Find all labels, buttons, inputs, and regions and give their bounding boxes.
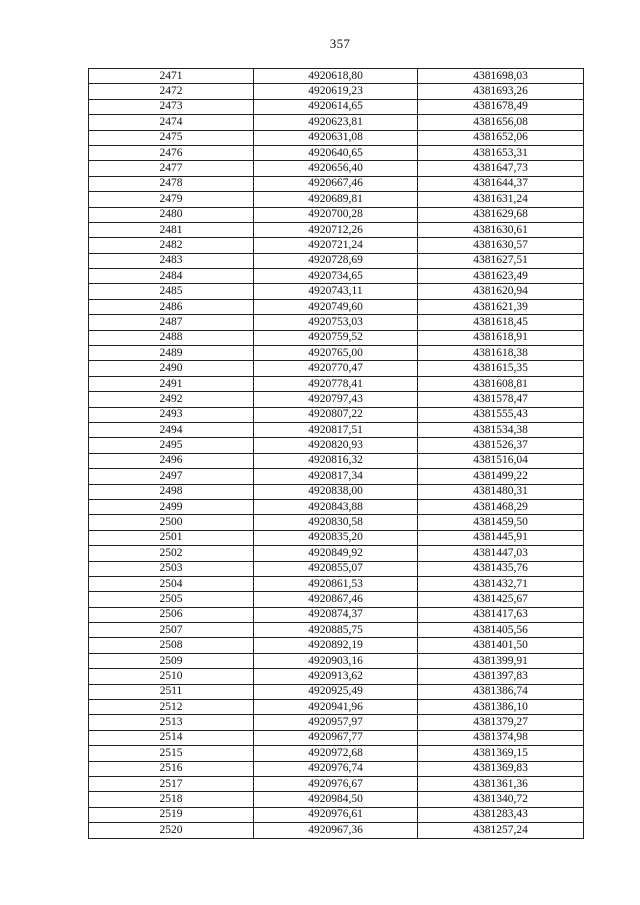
y-coordinate-cell: 4381647,73: [418, 161, 584, 176]
table-row: [89, 145, 584, 160]
y-coordinate-cell: 4381432,71: [418, 576, 584, 591]
table-row: [89, 115, 584, 130]
x-coordinate-cell: 4920972,68: [254, 746, 418, 761]
table-row: [89, 84, 584, 99]
table-row: [89, 607, 584, 622]
table-row: [89, 530, 584, 545]
table-row: [89, 438, 584, 453]
y-coordinate-cell: 4381386,10: [418, 700, 584, 715]
y-coordinate-cell: 4381578,47: [418, 392, 584, 407]
x-coordinate-cell: 4920820,93: [254, 438, 418, 453]
point-number-cell: 2514: [89, 730, 254, 745]
y-coordinate-cell: 4381369,83: [418, 761, 584, 776]
point-number-cell: 2480: [89, 207, 254, 222]
point-number-cell: 2510: [89, 669, 254, 684]
coordinates-table: [88, 68, 584, 839]
y-coordinate-cell: 4381621,39: [418, 299, 584, 314]
y-coordinate-cell: 4381618,91: [418, 330, 584, 345]
y-coordinate-cell: 4381401,50: [418, 638, 584, 653]
x-coordinate-cell: 4920656,40: [254, 161, 418, 176]
x-coordinate-cell: 4920976,67: [254, 776, 418, 791]
table-row: [89, 715, 584, 730]
table-row: [89, 422, 584, 437]
x-coordinate-cell: 4920817,51: [254, 422, 418, 437]
table-row: [89, 392, 584, 407]
table-row: [89, 269, 584, 284]
x-coordinate-cell: 4920941,96: [254, 700, 418, 715]
x-coordinate-cell: 4920903,16: [254, 653, 418, 668]
table-row: [89, 361, 584, 376]
x-coordinate-cell: 4920749,60: [254, 299, 418, 314]
table-row: [89, 823, 584, 838]
table-row: [89, 576, 584, 591]
x-coordinate-cell: 4920838,00: [254, 484, 418, 499]
point-number-cell: 2508: [89, 638, 254, 653]
x-coordinate-cell: 4920778,41: [254, 376, 418, 391]
table-row: [89, 130, 584, 145]
point-number-cell: 2484: [89, 269, 254, 284]
y-coordinate-cell: 4381678,49: [418, 99, 584, 114]
table-row: [89, 746, 584, 761]
x-coordinate-cell: 4920759,52: [254, 330, 418, 345]
y-coordinate-cell: 4381534,38: [418, 422, 584, 437]
point-number-cell: 2487: [89, 315, 254, 330]
x-coordinate-cell: 4920843,88: [254, 499, 418, 514]
table-row: [89, 330, 584, 345]
x-coordinate-cell: 4920976,61: [254, 807, 418, 822]
y-coordinate-cell: 4381698,03: [418, 69, 584, 84]
x-coordinate-cell: 4920770,47: [254, 361, 418, 376]
y-coordinate-cell: 4381629,68: [418, 207, 584, 222]
point-number-cell: 2506: [89, 607, 254, 622]
x-coordinate-cell: 4920957,97: [254, 715, 418, 730]
y-coordinate-cell: 4381379,27: [418, 715, 584, 730]
table-row: [89, 484, 584, 499]
x-coordinate-cell: 4920874,37: [254, 607, 418, 622]
point-number-cell: 2509: [89, 653, 254, 668]
x-coordinate-cell: 4920830,58: [254, 515, 418, 530]
point-number-cell: 2479: [89, 192, 254, 207]
y-coordinate-cell: 4381631,24: [418, 192, 584, 207]
y-coordinate-cell: 4381445,91: [418, 530, 584, 545]
y-coordinate-cell: 4381618,38: [418, 346, 584, 361]
x-coordinate-cell: 4920984,50: [254, 792, 418, 807]
table-row: [89, 515, 584, 530]
point-number-cell: 2491: [89, 376, 254, 391]
table-row: [89, 761, 584, 776]
y-coordinate-cell: 4381480,31: [418, 484, 584, 499]
y-coordinate-cell: 4381399,91: [418, 653, 584, 668]
page-number: 357: [329, 36, 351, 51]
y-coordinate-cell: 4381374,98: [418, 730, 584, 745]
y-coordinate-cell: 4381693,26: [418, 84, 584, 99]
point-number-cell: 2518: [89, 792, 254, 807]
y-coordinate-cell: 4381283,43: [418, 807, 584, 822]
table-row: [89, 315, 584, 330]
point-number-cell: 2499: [89, 499, 254, 514]
table-row: [89, 192, 584, 207]
point-number-cell: 2475: [89, 130, 254, 145]
point-number-cell: 2500: [89, 515, 254, 530]
point-number-cell: 2492: [89, 392, 254, 407]
y-coordinate-cell: 4381526,37: [418, 438, 584, 453]
point-number-cell: 2501: [89, 530, 254, 545]
table-row: [89, 222, 584, 237]
x-coordinate-cell: 4920721,24: [254, 238, 418, 253]
point-number-cell: 2517: [89, 776, 254, 791]
y-coordinate-cell: 4381644,37: [418, 176, 584, 191]
table-row: [89, 807, 584, 822]
point-number-cell: 2515: [89, 746, 254, 761]
table-row: [89, 207, 584, 222]
point-number-cell: 2504: [89, 576, 254, 591]
point-number-cell: 2497: [89, 469, 254, 484]
y-coordinate-cell: 4381620,94: [418, 284, 584, 299]
y-coordinate-cell: 4381397,83: [418, 669, 584, 684]
y-coordinate-cell: 4381653,31: [418, 145, 584, 160]
table-row: [89, 238, 584, 253]
y-coordinate-cell: 4381459,50: [418, 515, 584, 530]
table-row: [89, 453, 584, 468]
y-coordinate-cell: 4381361,36: [418, 776, 584, 791]
y-coordinate-cell: 4381369,15: [418, 746, 584, 761]
point-number-cell: 2474: [89, 115, 254, 130]
x-coordinate-cell: 4920614,65: [254, 99, 418, 114]
x-coordinate-cell: 4920849,92: [254, 546, 418, 561]
point-number-cell: 2495: [89, 438, 254, 453]
x-coordinate-cell: 4920885,75: [254, 623, 418, 638]
x-coordinate-cell: 4920816,32: [254, 453, 418, 468]
point-number-cell: 2473: [89, 99, 254, 114]
table-row: [89, 499, 584, 514]
x-coordinate-cell: 4920967,36: [254, 823, 418, 838]
y-coordinate-cell: 4381627,51: [418, 253, 584, 268]
x-coordinate-cell: 4920728,69: [254, 253, 418, 268]
x-coordinate-cell: 4920861,53: [254, 576, 418, 591]
x-coordinate-cell: 4920753,03: [254, 315, 418, 330]
point-number-cell: 2505: [89, 592, 254, 607]
point-number-cell: 2519: [89, 807, 254, 822]
y-coordinate-cell: 4381386,74: [418, 684, 584, 699]
x-coordinate-cell: 4920743,11: [254, 284, 418, 299]
x-coordinate-cell: 4920640,65: [254, 145, 418, 160]
table-row: [89, 299, 584, 314]
y-coordinate-cell: 4381425,67: [418, 592, 584, 607]
table-row: [89, 684, 584, 699]
point-number-cell: 2489: [89, 346, 254, 361]
table-row: [89, 776, 584, 791]
x-coordinate-cell: 4920835,20: [254, 530, 418, 545]
point-number-cell: 2516: [89, 761, 254, 776]
x-coordinate-cell: 4920619,23: [254, 84, 418, 99]
point-number-cell: 2520: [89, 823, 254, 838]
point-number-cell: 2483: [89, 253, 254, 268]
table-row: [89, 161, 584, 176]
table-row: [89, 376, 584, 391]
x-coordinate-cell: 4920700,28: [254, 207, 418, 222]
x-coordinate-cell: 4920712,26: [254, 222, 418, 237]
table-row: [89, 69, 584, 84]
y-coordinate-cell: 4381630,57: [418, 238, 584, 253]
point-number-cell: 2507: [89, 623, 254, 638]
x-coordinate-cell: 4920623,81: [254, 115, 418, 130]
table-row: [89, 253, 584, 268]
table-row: [89, 407, 584, 422]
x-coordinate-cell: 4920867,46: [254, 592, 418, 607]
y-coordinate-cell: 4381608,81: [418, 376, 584, 391]
table-row: [89, 99, 584, 114]
y-coordinate-cell: 4381656,08: [418, 115, 584, 130]
y-coordinate-cell: 4381652,06: [418, 130, 584, 145]
y-coordinate-cell: 4381618,45: [418, 315, 584, 330]
x-coordinate-cell: 4920765,00: [254, 346, 418, 361]
point-number-cell: 2477: [89, 161, 254, 176]
point-number-cell: 2494: [89, 422, 254, 437]
table-row: [89, 792, 584, 807]
point-number-cell: 2513: [89, 715, 254, 730]
y-coordinate-cell: 4381447,03: [418, 546, 584, 561]
table-row: [89, 730, 584, 745]
table-row: [89, 176, 584, 191]
table-row: [89, 284, 584, 299]
x-coordinate-cell: 4920734,65: [254, 269, 418, 284]
y-coordinate-cell: 4381435,76: [418, 561, 584, 576]
point-number-cell: 2486: [89, 299, 254, 314]
x-coordinate-cell: 4920667,46: [254, 176, 418, 191]
point-number-cell: 2471: [89, 69, 254, 84]
point-number-cell: 2490: [89, 361, 254, 376]
x-coordinate-cell: 4920689,81: [254, 192, 418, 207]
x-coordinate-cell: 4920976,74: [254, 761, 418, 776]
table-row: [89, 638, 584, 653]
y-coordinate-cell: 4381257,24: [418, 823, 584, 838]
x-coordinate-cell: 4920855,07: [254, 561, 418, 576]
x-coordinate-cell: 4920817,34: [254, 469, 418, 484]
x-coordinate-cell: 4920892,19: [254, 638, 418, 653]
point-number-cell: 2485: [89, 284, 254, 299]
point-number-cell: 2496: [89, 453, 254, 468]
y-coordinate-cell: 4381623,49: [418, 269, 584, 284]
point-number-cell: 2482: [89, 238, 254, 253]
table-row: [89, 700, 584, 715]
table-row: [89, 669, 584, 684]
x-coordinate-cell: 4920807,22: [254, 407, 418, 422]
point-number-cell: 2511: [89, 684, 254, 699]
y-coordinate-cell: 4381499,22: [418, 469, 584, 484]
table-row: [89, 561, 584, 576]
point-number-cell: 2488: [89, 330, 254, 345]
point-number-cell: 2512: [89, 700, 254, 715]
x-coordinate-cell: 4920618,80: [254, 69, 418, 84]
table-row: [89, 653, 584, 668]
x-coordinate-cell: 4920967,77: [254, 730, 418, 745]
x-coordinate-cell: 4920631,08: [254, 130, 418, 145]
y-coordinate-cell: 4381468,29: [418, 499, 584, 514]
point-number-cell: 2498: [89, 484, 254, 499]
y-coordinate-cell: 4381340,72: [418, 792, 584, 807]
x-coordinate-cell: 4920925,49: [254, 684, 418, 699]
point-number-cell: 2481: [89, 222, 254, 237]
y-coordinate-cell: 4381555,43: [418, 407, 584, 422]
y-coordinate-cell: 4381630,61: [418, 222, 584, 237]
y-coordinate-cell: 4381516,04: [418, 453, 584, 468]
point-number-cell: 2478: [89, 176, 254, 191]
point-number-cell: 2476: [89, 145, 254, 160]
table-row: [89, 592, 584, 607]
point-number-cell: 2502: [89, 546, 254, 561]
y-coordinate-cell: 4381417,63: [418, 607, 584, 622]
y-coordinate-cell: 4381405,56: [418, 623, 584, 638]
table-row: [89, 469, 584, 484]
y-coordinate-cell: 4381615,35: [418, 361, 584, 376]
point-number-cell: 2493: [89, 407, 254, 422]
table-row: [89, 346, 584, 361]
x-coordinate-cell: 4920913,62: [254, 669, 418, 684]
point-number-cell: 2472: [89, 84, 254, 99]
coordinates-table-body: [89, 69, 584, 839]
table-row: [89, 546, 584, 561]
x-coordinate-cell: 4920797,43: [254, 392, 418, 407]
table-row: [89, 623, 584, 638]
point-number-cell: 2503: [89, 561, 254, 576]
